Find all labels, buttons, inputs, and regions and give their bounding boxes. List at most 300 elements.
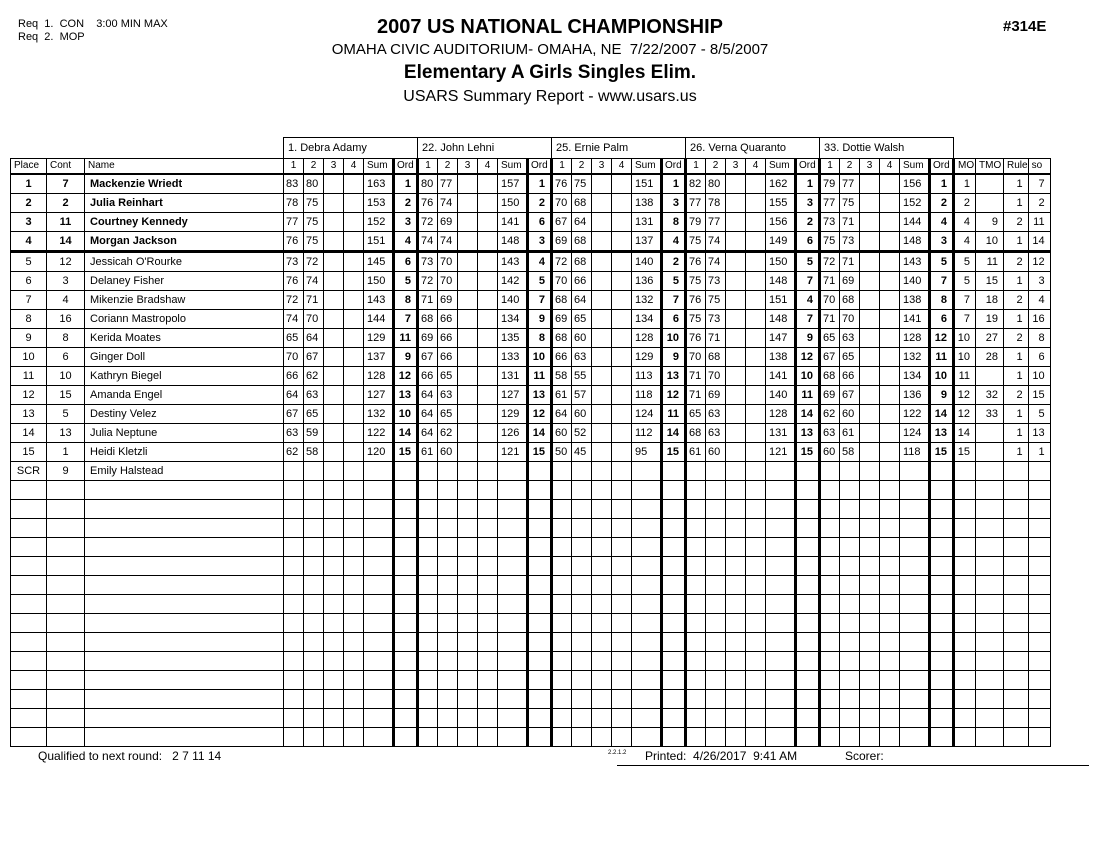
- score-cell: [706, 557, 726, 576]
- score-cell: 58: [304, 443, 324, 462]
- score-cell: [304, 614, 324, 633]
- score-cell: [572, 709, 592, 728]
- ord-cell: [930, 728, 954, 747]
- score-cell: 74: [304, 272, 324, 291]
- score-cell: [304, 557, 324, 576]
- empty-row: [11, 481, 1051, 500]
- score-cell: [612, 709, 632, 728]
- cont-cell: 14: [47, 232, 85, 252]
- sum-cell: 153: [364, 194, 394, 213]
- sum-cell: [766, 481, 796, 500]
- column-header-4: 4: [478, 159, 498, 175]
- column-header-3: 3: [324, 159, 344, 175]
- score-cell: 60: [706, 443, 726, 462]
- score-cell: [418, 538, 438, 557]
- score-cell: 78: [706, 194, 726, 213]
- score-cell: 75: [840, 194, 860, 213]
- score-cell: [572, 500, 592, 519]
- score-cell: [706, 595, 726, 614]
- place-cell: 14: [11, 424, 47, 443]
- ord-cell: [796, 557, 820, 576]
- tmo-cell: 28: [976, 348, 1004, 367]
- sum-cell: 132: [632, 291, 662, 310]
- score-cell: 72: [418, 272, 438, 291]
- ord-cell: 1: [394, 174, 418, 194]
- sum-cell: [498, 500, 528, 519]
- score-cell: [478, 614, 498, 633]
- so-cell: 7: [1028, 174, 1050, 194]
- score-cell: [612, 194, 632, 213]
- score-cell: [820, 614, 840, 633]
- score-cell: [686, 519, 706, 538]
- score-cell: [344, 595, 364, 614]
- score-cell: 69: [438, 213, 458, 232]
- score-cell: [344, 386, 364, 405]
- sum-cell: [766, 671, 796, 690]
- name-cell: Mikenzie Bradshaw: [85, 291, 284, 310]
- score-cell: 71: [840, 252, 860, 272]
- so-cell: 2: [1028, 194, 1050, 213]
- score-cell: [592, 519, 612, 538]
- sum-cell: 162: [766, 174, 796, 194]
- column-header-ord: Ord: [796, 159, 820, 175]
- score-cell: [284, 481, 304, 500]
- place-cell: SCR: [11, 462, 47, 481]
- score-cell: [686, 671, 706, 690]
- name-cell: Kerida Moates: [85, 329, 284, 348]
- ord-cell: [394, 557, 418, 576]
- so-cell: 13: [1028, 424, 1050, 443]
- tmo-cell: [976, 519, 1004, 538]
- score-cell: [612, 652, 632, 671]
- score-cell: [458, 348, 478, 367]
- score-cell: [746, 348, 766, 367]
- tmo-cell: 15: [976, 272, 1004, 291]
- results-table: [10, 137, 1051, 747]
- score-cell: [820, 652, 840, 671]
- score-cell: [324, 232, 344, 252]
- ord-cell: 2: [662, 252, 686, 272]
- tmo-cell: [976, 367, 1004, 386]
- sum-cell: 138: [632, 194, 662, 213]
- cont-cell: [47, 576, 85, 595]
- sum-cell: [900, 709, 930, 728]
- venue-line: OMAHA CIVIC AUDITORIUM- OMAHA, NE 7/22/2007 - 8/5/2007: [331, 41, 769, 58]
- name-cell: [85, 614, 284, 633]
- sum-cell: [498, 709, 528, 728]
- empty-row: [11, 614, 1051, 633]
- score-cell: [880, 348, 900, 367]
- score-cell: [324, 386, 344, 405]
- score-cell: [592, 652, 612, 671]
- rule-cell: [1004, 671, 1029, 690]
- score-cell: [344, 310, 364, 329]
- score-cell: [612, 728, 632, 747]
- score-cell: 74: [418, 232, 438, 252]
- ord-cell: [394, 690, 418, 709]
- score-cell: 72: [820, 252, 840, 272]
- tmo-cell: [976, 424, 1004, 443]
- column-header-mo: MO: [954, 159, 976, 175]
- sum-cell: 157: [498, 174, 528, 194]
- so-cell: [1028, 690, 1050, 709]
- place-cell: 13: [11, 405, 47, 424]
- sum-cell: 131: [766, 424, 796, 443]
- column-header-rule: Rule: [1004, 159, 1029, 175]
- ord-cell: 11: [796, 386, 820, 405]
- score-cell: [304, 576, 324, 595]
- score-cell: [880, 557, 900, 576]
- table-row: [11, 252, 1051, 272]
- table-row: [11, 232, 1051, 252]
- score-cell: [572, 557, 592, 576]
- sum-cell: [498, 690, 528, 709]
- score-cell: [612, 500, 632, 519]
- score-cell: [592, 386, 612, 405]
- score-cell: [458, 462, 478, 481]
- score-cell: 70: [840, 310, 860, 329]
- score-cell: [612, 174, 632, 194]
- ord-cell: [528, 595, 552, 614]
- score-cell: [746, 443, 766, 462]
- score-cell: [726, 213, 746, 232]
- sum-cell: 122: [900, 405, 930, 424]
- score-cell: [706, 652, 726, 671]
- ord-cell: [662, 519, 686, 538]
- ord-cell: [930, 614, 954, 633]
- score-cell: [458, 174, 478, 194]
- score-cell: [552, 614, 572, 633]
- score-cell: [324, 576, 344, 595]
- sum-cell: [364, 728, 394, 747]
- qualified-note: Qualified to next round: 2 7 11 14: [38, 749, 222, 763]
- score-cell: [746, 252, 766, 272]
- score-cell: [344, 272, 364, 291]
- score-cell: [592, 405, 612, 424]
- score-cell: [478, 443, 498, 462]
- score-cell: [612, 576, 632, 595]
- tmo-cell: 10: [976, 232, 1004, 252]
- tmo-cell: [976, 614, 1004, 633]
- score-cell: [592, 291, 612, 310]
- score-cell: [324, 690, 344, 709]
- cont-cell: [47, 728, 85, 747]
- score-cell: [344, 709, 364, 728]
- score-cell: 76: [284, 272, 304, 291]
- score-cell: [860, 481, 880, 500]
- score-cell: [478, 367, 498, 386]
- score-cell: 64: [418, 386, 438, 405]
- sum-cell: 140: [498, 291, 528, 310]
- score-cell: [840, 690, 860, 709]
- score-cell: [284, 519, 304, 538]
- mo-cell: 4: [954, 232, 976, 252]
- place-cell: 4: [11, 232, 47, 252]
- score-cell: [820, 709, 840, 728]
- ord-cell: 2: [796, 213, 820, 232]
- sum-cell: 134: [900, 367, 930, 386]
- cont-cell: [47, 671, 85, 690]
- so-cell: [1028, 500, 1050, 519]
- table-row: [11, 424, 1051, 443]
- sum-cell: [498, 481, 528, 500]
- score-cell: [478, 728, 498, 747]
- score-cell: 77: [686, 194, 706, 213]
- name-cell: [85, 690, 284, 709]
- table-row: [11, 367, 1051, 386]
- score-cell: [458, 500, 478, 519]
- ord-cell: [796, 633, 820, 652]
- score-cell: [706, 709, 726, 728]
- score-cell: [860, 232, 880, 252]
- score-cell: [284, 614, 304, 633]
- ord-cell: [662, 633, 686, 652]
- sum-cell: [766, 709, 796, 728]
- score-cell: [304, 595, 324, 614]
- score-cell: [880, 671, 900, 690]
- sum-cell: 128: [632, 329, 662, 348]
- score-cell: [746, 595, 766, 614]
- score-cell: [592, 462, 612, 481]
- sum-cell: [498, 671, 528, 690]
- score-cell: 50: [552, 443, 572, 462]
- score-cell: [478, 576, 498, 595]
- empty-row: [11, 576, 1051, 595]
- ord-cell: [394, 576, 418, 595]
- so-cell: 3: [1028, 272, 1050, 291]
- name-cell: [85, 728, 284, 747]
- score-cell: [746, 194, 766, 213]
- ord-cell: [930, 576, 954, 595]
- score-cell: [478, 405, 498, 424]
- ord-cell: 14: [930, 405, 954, 424]
- score-cell: [612, 595, 632, 614]
- sum-cell: 134: [498, 310, 528, 329]
- sum-cell: 137: [364, 348, 394, 367]
- tmo-cell: [976, 443, 1004, 462]
- ord-cell: 1: [662, 174, 686, 194]
- score-cell: [344, 443, 364, 462]
- sum-cell: 144: [364, 310, 394, 329]
- score-cell: [324, 424, 344, 443]
- score-cell: [552, 671, 572, 690]
- mo-cell: 5: [954, 252, 976, 272]
- sum-cell: 124: [632, 405, 662, 424]
- cont-cell: 11: [47, 213, 85, 232]
- empty-row: [11, 728, 1051, 747]
- ord-cell: [394, 500, 418, 519]
- cont-cell: 10: [47, 367, 85, 386]
- sum-cell: [900, 595, 930, 614]
- score-cell: [860, 633, 880, 652]
- ord-cell: 10: [394, 405, 418, 424]
- sum-cell: [900, 728, 930, 747]
- sum-cell: [632, 633, 662, 652]
- column-header-place: Place: [11, 159, 47, 175]
- name-cell: Courtney Kennedy: [85, 213, 284, 232]
- sum-cell: [498, 614, 528, 633]
- ord-cell: 2: [528, 194, 552, 213]
- rule-cell: [1004, 557, 1029, 576]
- score-cell: [592, 232, 612, 252]
- score-cell: [860, 709, 880, 728]
- name-cell: Heidi Kletzli: [85, 443, 284, 462]
- score-cell: 63: [304, 386, 324, 405]
- score-cell: 69: [552, 310, 572, 329]
- score-cell: [860, 576, 880, 595]
- sum-cell: 140: [766, 386, 796, 405]
- score-cell: [686, 557, 706, 576]
- place-cell: [11, 519, 47, 538]
- tmo-cell: [976, 728, 1004, 747]
- score-cell: [458, 709, 478, 728]
- score-cell: [304, 690, 324, 709]
- requirement-1: Req 1. CON 3:00 MIN MAX: [18, 18, 168, 30]
- score-cell: [592, 367, 612, 386]
- sum-cell: 151: [632, 174, 662, 194]
- score-cell: 64: [572, 213, 592, 232]
- so-cell: 1: [1028, 443, 1050, 462]
- sum-cell: 124: [900, 424, 930, 443]
- sum-cell: [900, 538, 930, 557]
- score-cell: [344, 291, 364, 310]
- score-cell: [458, 291, 478, 310]
- column-header-3: 3: [860, 159, 880, 175]
- score-cell: 61: [552, 386, 572, 405]
- sum-cell: 136: [900, 386, 930, 405]
- score-cell: [726, 595, 746, 614]
- score-cell: [572, 633, 592, 652]
- score-cell: [572, 519, 592, 538]
- rule-cell: [1004, 595, 1029, 614]
- cont-cell: [47, 690, 85, 709]
- score-cell: [344, 232, 364, 252]
- score-cell: [592, 690, 612, 709]
- score-cell: [860, 174, 880, 194]
- score-cell: [458, 652, 478, 671]
- sum-cell: [498, 728, 528, 747]
- column-header-1: 1: [686, 159, 706, 175]
- name-cell: [85, 671, 284, 690]
- score-cell: [344, 557, 364, 576]
- mo-cell: [954, 690, 976, 709]
- ord-cell: 15: [796, 443, 820, 462]
- score-cell: [552, 709, 572, 728]
- sum-cell: [632, 671, 662, 690]
- sum-cell: 152: [364, 213, 394, 232]
- sum-cell: 143: [498, 252, 528, 272]
- sum-cell: [632, 614, 662, 633]
- score-cell: 67: [304, 348, 324, 367]
- score-cell: 76: [686, 291, 706, 310]
- score-cell: [726, 252, 746, 272]
- score-cell: [552, 519, 572, 538]
- score-cell: [592, 671, 612, 690]
- sum-cell: [364, 671, 394, 690]
- tmo-cell: 32: [976, 386, 1004, 405]
- ord-cell: 12: [796, 348, 820, 367]
- ord-cell: [930, 690, 954, 709]
- ord-cell: [528, 671, 552, 690]
- score-cell: [880, 538, 900, 557]
- score-cell: [686, 633, 706, 652]
- score-cell: [592, 213, 612, 232]
- ord-cell: 14: [394, 424, 418, 443]
- score-cell: [746, 232, 766, 252]
- so-cell: 6: [1028, 348, 1050, 367]
- score-cell: [572, 671, 592, 690]
- score-cell: [438, 652, 458, 671]
- sum-cell: 128: [900, 329, 930, 348]
- score-cell: 65: [438, 367, 458, 386]
- score-cell: [592, 443, 612, 462]
- score-cell: [880, 633, 900, 652]
- score-cell: [840, 576, 860, 595]
- score-cell: [612, 443, 632, 462]
- score-cell: [706, 690, 726, 709]
- score-cell: [820, 557, 840, 576]
- score-cell: [726, 728, 746, 747]
- score-cell: [284, 576, 304, 595]
- score-cell: [880, 213, 900, 232]
- score-cell: [840, 652, 860, 671]
- sum-cell: 128: [364, 367, 394, 386]
- score-cell: 74: [284, 310, 304, 329]
- table-row: [11, 272, 1051, 291]
- sum-cell: 118: [900, 443, 930, 462]
- score-cell: 63: [706, 424, 726, 443]
- score-cell: [726, 462, 746, 481]
- score-cell: 69: [438, 291, 458, 310]
- ord-cell: 8: [930, 291, 954, 310]
- sum-cell: [900, 557, 930, 576]
- score-cell: [458, 386, 478, 405]
- score-cell: [552, 500, 572, 519]
- score-cell: [880, 690, 900, 709]
- score-cell: [552, 576, 572, 595]
- ord-cell: 15: [528, 443, 552, 462]
- rule-cell: 1: [1004, 367, 1029, 386]
- score-cell: 74: [438, 194, 458, 213]
- score-cell: [686, 690, 706, 709]
- place-cell: 12: [11, 386, 47, 405]
- name-cell: Kathryn Biegel: [85, 367, 284, 386]
- score-cell: [880, 291, 900, 310]
- cont-cell: 3: [47, 272, 85, 291]
- tmo-cell: [976, 174, 1004, 194]
- sum-cell: 148: [766, 272, 796, 291]
- score-cell: 60: [572, 329, 592, 348]
- judge-header-row: [11, 138, 1051, 159]
- score-cell: [612, 272, 632, 291]
- ord-cell: [394, 595, 418, 614]
- sum-cell: [632, 500, 662, 519]
- column-header-sum: Sum: [498, 159, 528, 175]
- score-cell: 72: [552, 252, 572, 272]
- score-cell: [860, 310, 880, 329]
- sum-cell: [632, 652, 662, 671]
- sum-cell: [632, 519, 662, 538]
- sum-cell: [632, 538, 662, 557]
- name-cell: [85, 595, 284, 614]
- rule-cell: 2: [1004, 329, 1029, 348]
- score-cell: [438, 728, 458, 747]
- ord-cell: [528, 519, 552, 538]
- score-cell: [552, 690, 572, 709]
- sum-cell: [766, 614, 796, 633]
- score-cell: 70: [552, 272, 572, 291]
- score-cell: 70: [438, 252, 458, 272]
